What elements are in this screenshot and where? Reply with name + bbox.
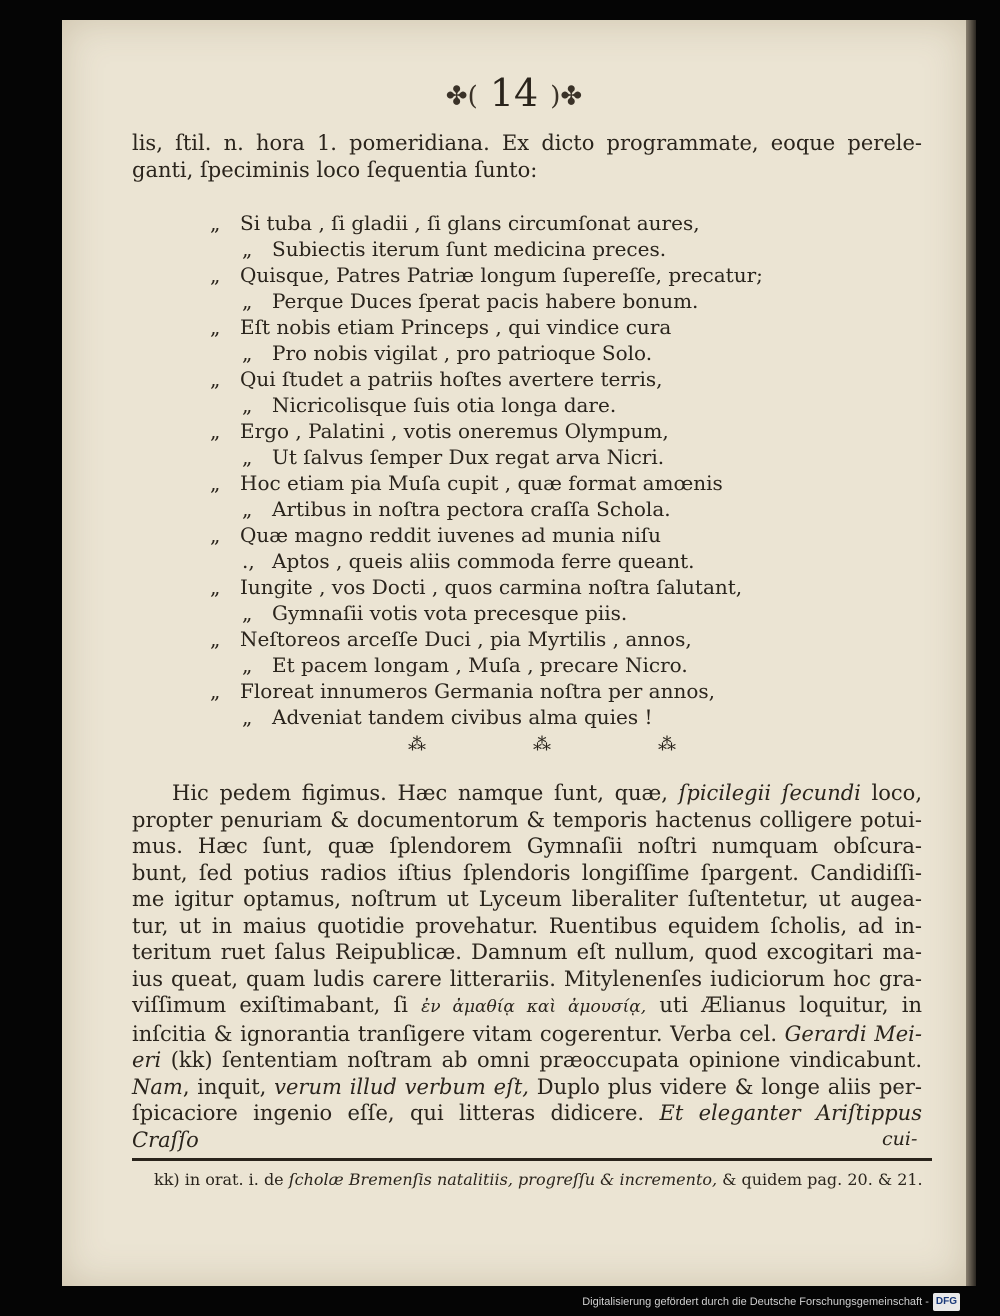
quote-mark: „	[210, 315, 221, 339]
greek-quote: ἐν ἀμαθίᾳ καὶ ἀμουσίᾳ,	[421, 997, 647, 1017]
poem-line-text: Aptos , queis aliis commoda ferre queant.	[272, 549, 695, 573]
poem-line	[210, 418, 830, 444]
prose-line: viſſimum exiſtimabant, ſi ἐν ἀμαθίᾳ καὶ ἀμουσίᾳ, uti Ælianus loquitur, in	[132, 993, 922, 1017]
poem-line-text: Gymnaſii votis vota precesque piis.	[272, 601, 628, 625]
poem-line-text: Perque Duces ſperat pacis habere bonum.	[272, 289, 699, 313]
poem-line	[210, 678, 830, 704]
poem-line	[210, 626, 830, 652]
poem-line	[210, 444, 830, 470]
poem-line-text: Eſt nobis etiam Princeps , qui vindice cura	[240, 315, 672, 339]
footnote-rule	[132, 1158, 932, 1161]
poem-line	[210, 262, 830, 288]
quote-mark: .,	[242, 549, 255, 573]
poem-line	[210, 392, 830, 418]
quote-mark: „	[210, 627, 221, 651]
quote-mark: „	[242, 341, 253, 365]
poem-line	[210, 288, 830, 314]
left-ornament: ✤(	[445, 81, 478, 112]
page-number: 14	[489, 71, 539, 115]
poem	[210, 210, 830, 730]
quote-mark: „	[242, 393, 253, 417]
poem-line-text: Adveniat tandem civibus alma quies !	[272, 705, 653, 729]
poem-line	[210, 470, 830, 496]
prose-line: eri (kk) ſententiam noſtram ab omni præoccupata opinione vindicabunt.	[132, 1048, 922, 1072]
asterism: ⁂	[533, 734, 551, 755]
prose-line: inſcitia & ignorantia tranſigere vitam cogerentur. Verba cel. Gerardi Mei-	[132, 1021, 922, 1046]
prose-line: Nam, inquit, verum illud verbum eſt, Duplo plus videre & longe aliis per-	[132, 1074, 922, 1099]
quote-mark: „	[242, 705, 253, 729]
quote-mark: „	[242, 497, 253, 521]
quote-mark: „	[210, 419, 221, 443]
quote-mark: „	[242, 601, 253, 625]
poem-line	[210, 210, 830, 236]
catchword: cui-	[882, 1128, 918, 1150]
poem-line-text: Ergo , Palatini , votis oneremus Olympum,	[240, 419, 669, 443]
quote-mark: „	[210, 679, 221, 703]
prose-line: bunt, ſed potius radios iſtius ſplendoris longiſſime ſpargent. Candidiſſi-	[132, 860, 922, 885]
page-header	[62, 68, 966, 118]
digitization-credit	[582, 1293, 960, 1311]
quote-mark: „	[242, 653, 253, 677]
intro-paragraph	[132, 130, 922, 183]
poem-line	[210, 574, 830, 600]
poem-line-text: Si tuba , ſi gladii , ſi glans circumſonat aures,	[240, 211, 700, 235]
poem-line-text: Pro nobis vigilat , pro patrioque Solo.	[272, 341, 653, 365]
poem-line	[210, 548, 830, 574]
prose-paragraph	[132, 780, 922, 1153]
section-separator	[392, 734, 692, 778]
poem-line-text: Floreat innumeros Germania noſtra per annos,	[240, 679, 716, 703]
intro-line: lis, ſtil. n. hora 1. pomeridiana. Ex dicto programmate, eoque perele-	[132, 131, 922, 155]
poem-line	[210, 340, 830, 366]
poem-line	[210, 652, 830, 678]
page-edge	[966, 20, 976, 1286]
prose-line: me igitur optamus, noſtrum ut Lyceum liberaliter ſuſtentetur, ut augea-	[132, 887, 922, 911]
poem-line-text: Artibus in noſtra pectora craſſa Schola.	[272, 497, 671, 521]
poem-line	[210, 704, 830, 730]
quote-mark: „	[210, 471, 221, 495]
poem-line-text: Hoc etiam pia Muſa cupit , quæ format amœnis	[240, 471, 723, 495]
footnote: kk) in orat. i. de ſcholæ Bremenſis natalitiis, progreſſu & incremento, & quidem pag. 20. & 21.	[154, 1170, 923, 1189]
prose-line: ſpicaciore ingenio eſſe, qui litteras didicere. Et eleganter Ariſtippus Craſſo	[132, 1101, 922, 1152]
poem-line	[210, 366, 830, 392]
prose-line: Hic pedem figimus. Hæc namque ſunt, quæ, ſpicilegii ſecundi loco,	[172, 781, 922, 805]
poem-line-text: Iungite , vos Docti , quos carmina noſtra ſalutant,	[240, 575, 743, 599]
prose-line: tur, ut in maius quotidie provehatur. Ruentibus equidem ſcholis, ad in-	[132, 913, 922, 938]
poem-line-text: Quæ magno reddit iuvenes ad munia niſu	[240, 523, 661, 547]
poem-line	[210, 522, 830, 548]
quote-mark: „	[210, 211, 221, 235]
quote-mark: „	[210, 575, 221, 599]
poem-line-text: Nicricolisque ſuis otia longa dare.	[272, 393, 617, 417]
book-page	[62, 20, 966, 1286]
poem-line	[210, 600, 830, 626]
poem-line	[210, 236, 830, 262]
quote-mark: „	[242, 289, 253, 313]
credit-text: Digitalisierung gefördert durch die Deutsche Forschungsgemeinschaft -	[582, 1296, 929, 1308]
poem-line-text: Ut ſalvus ſemper Dux regat arva Nicri.	[272, 445, 665, 469]
right-ornament: )✤	[550, 81, 583, 112]
prose-line: mus. Hæc ſunt, quæ ſplendorem Gymnaſii noſtri numquam obſcura-	[132, 834, 922, 858]
asterism: ⁂	[408, 734, 426, 755]
poem-line-text: Et pacem longam , Muſa , precare Nicro.	[272, 653, 688, 677]
quote-mark: „	[242, 445, 253, 469]
intro-line: ganti, ſpeciminis loco ſequentia ſunto:	[132, 157, 538, 182]
quote-mark: „	[210, 263, 221, 287]
poem-line	[210, 496, 830, 522]
poem-line	[210, 314, 830, 340]
dfg-logo: DFG	[933, 1293, 960, 1311]
prose-line: teritum ruet ſalus Reipublicæ. Damnum eſt nullum, quod excogitari ma-	[132, 940, 922, 964]
quote-mark: „	[210, 367, 221, 391]
poem-line-text: Neſtoreos arceſſe Duci , pia Myrtilis , annos,	[240, 627, 692, 651]
quote-mark: „	[242, 237, 253, 261]
prose-line: propter penuriam & documentorum & temporis hactenus colligere potui-	[132, 807, 922, 832]
prose-line: ius queat, quam ludis carere litterariis. Mitylenenſes iudiciorum hoc gra-	[132, 966, 922, 991]
quote-mark: „	[210, 523, 221, 547]
poem-line-text: Subiectis iterum ſunt medicina preces.	[272, 237, 667, 261]
poem-line-text: Qui ſtudet a patriis hoſtes avertere terris,	[240, 367, 663, 391]
poem-line-text: Quisque, Patres Patriæ longum ſupereſſe, precatur;	[240, 263, 763, 287]
asterism: ⁂	[658, 734, 676, 755]
